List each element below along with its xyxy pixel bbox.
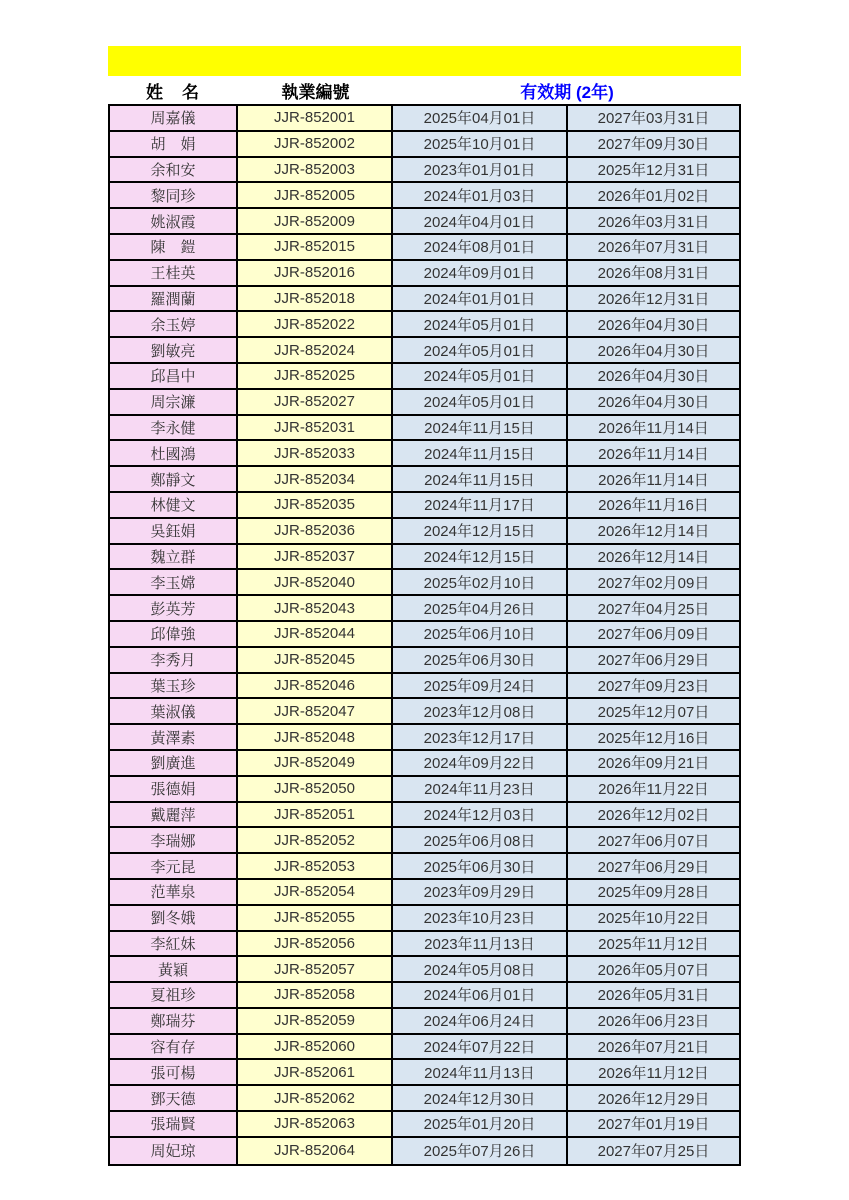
license-cell: JJR-852063	[238, 1112, 393, 1136]
license-cell: JJR-852057	[238, 957, 393, 981]
end-date-cell: 2026年05月07日	[568, 957, 739, 981]
name-cell: 彭英芳	[110, 596, 238, 620]
name-cell: 李玉嫦	[110, 570, 238, 594]
name-cell: 黎同珍	[110, 183, 238, 207]
table-row	[110, 596, 739, 622]
highlight-banner	[108, 46, 741, 76]
column-header-name: 姓 名	[146, 83, 200, 102]
table-row	[110, 906, 739, 932]
end-date-cell: 2026年03月31日	[568, 209, 739, 233]
license-cell: JJR-852009	[238, 209, 393, 233]
name-cell: 容有存	[110, 1035, 238, 1059]
license-cell: JJR-852053	[238, 854, 393, 878]
end-date-cell: 2027年06月09日	[568, 622, 739, 646]
table-row	[110, 777, 739, 803]
end-date-cell: 2026年12月14日	[568, 519, 739, 543]
end-date-cell: 2025年12月07日	[568, 699, 739, 723]
start-date-cell: 2024年11月23日	[393, 777, 568, 801]
start-date-cell: 2024年11月15日	[393, 441, 568, 465]
end-date-cell: 2026年12月29日	[568, 1086, 739, 1110]
table-row	[110, 803, 739, 829]
end-date-cell: 2027年06月29日	[568, 648, 739, 672]
table-row	[110, 183, 739, 209]
name-cell: 鄧天德	[110, 1086, 238, 1110]
license-cell: JJR-852059	[238, 1009, 393, 1033]
table-row	[110, 725, 739, 751]
name-cell: 周妃琼	[110, 1138, 238, 1164]
name-cell: 夏祖珍	[110, 983, 238, 1007]
start-date-cell: 2024年12月03日	[393, 803, 568, 827]
license-cell: JJR-852035	[238, 493, 393, 517]
start-date-cell: 2024年05月08日	[393, 957, 568, 981]
start-date-cell: 2024年11月15日	[393, 467, 568, 491]
table-row	[110, 493, 739, 519]
start-date-cell: 2025年01月20日	[393, 1112, 568, 1136]
table-row	[110, 364, 739, 390]
start-date-cell: 2024年12月15日	[393, 519, 568, 543]
start-date-cell: 2023年11月13日	[393, 932, 568, 956]
table-row	[110, 441, 739, 467]
table-row	[110, 338, 739, 364]
end-date-cell: 2026年04月30日	[568, 312, 739, 336]
end-date-cell: 2027年09月23日	[568, 674, 739, 698]
table-row	[110, 467, 739, 493]
name-cell: 邱偉強	[110, 622, 238, 646]
start-date-cell: 2024年05月01日	[393, 390, 568, 414]
table-row	[110, 209, 739, 235]
license-cell: JJR-852061	[238, 1060, 393, 1084]
table-row	[110, 932, 739, 958]
table-row	[110, 1086, 739, 1112]
start-date-cell: 2024年07月22日	[393, 1035, 568, 1059]
license-cell: JJR-852051	[238, 803, 393, 827]
table-row	[110, 622, 739, 648]
start-date-cell: 2025年10月01日	[393, 132, 568, 156]
license-cell: JJR-852005	[238, 183, 393, 207]
table-row	[110, 287, 739, 313]
end-date-cell: 2026年12月31日	[568, 287, 739, 311]
license-cell: JJR-852045	[238, 648, 393, 672]
end-date-cell: 2026年04月30日	[568, 338, 739, 362]
start-date-cell: 2025年07月26日	[393, 1138, 568, 1164]
start-date-cell: 2024年05月01日	[393, 364, 568, 388]
table-row	[110, 106, 739, 132]
license-cell: JJR-852054	[238, 880, 393, 904]
license-cell: JJR-852024	[238, 338, 393, 362]
table-row	[110, 132, 739, 158]
license-cell: JJR-852056	[238, 932, 393, 956]
end-date-cell: 2027年09月30日	[568, 132, 739, 156]
table-row	[110, 828, 739, 854]
license-cell: JJR-852034	[238, 467, 393, 491]
end-date-cell: 2026年11月14日	[568, 416, 739, 440]
start-date-cell: 2024年06月24日	[393, 1009, 568, 1033]
name-cell: 張德娟	[110, 777, 238, 801]
table-row	[110, 1112, 739, 1138]
license-cell: JJR-852040	[238, 570, 393, 594]
name-cell: 邱昌中	[110, 364, 238, 388]
name-cell: 李秀月	[110, 648, 238, 672]
start-date-cell: 2024年08月01日	[393, 235, 568, 259]
name-cell: 范華泉	[110, 880, 238, 904]
start-date-cell: 2023年10月23日	[393, 906, 568, 930]
license-cell: JJR-852015	[238, 235, 393, 259]
table-row	[110, 519, 739, 545]
start-date-cell: 2024年04月01日	[393, 209, 568, 233]
table-row	[110, 648, 739, 674]
license-cell: JJR-852060	[238, 1035, 393, 1059]
name-cell: 鄭靜文	[110, 467, 238, 491]
name-cell: 杜國鴻	[110, 441, 238, 465]
end-date-cell: 2026年01月02日	[568, 183, 739, 207]
end-date-cell: 2025年12月31日	[568, 158, 739, 182]
license-cell: JJR-852064	[238, 1138, 393, 1164]
license-cell: JJR-852058	[238, 983, 393, 1007]
start-date-cell: 2023年12月08日	[393, 699, 568, 723]
license-cell: JJR-852031	[238, 416, 393, 440]
start-date-cell: 2025年09月24日	[393, 674, 568, 698]
name-cell: 李元昆	[110, 854, 238, 878]
name-cell: 李紅妹	[110, 932, 238, 956]
table-row	[110, 1009, 739, 1035]
start-date-cell: 2024年09月01日	[393, 261, 568, 285]
license-cell: JJR-852033	[238, 441, 393, 465]
name-cell: 周宗濂	[110, 390, 238, 414]
end-date-cell: 2025年12月16日	[568, 725, 739, 749]
table-row	[110, 1060, 739, 1086]
start-date-cell: 2025年02月10日	[393, 570, 568, 594]
start-date-cell: 2024年01月03日	[393, 183, 568, 207]
end-date-cell: 2026年06月23日	[568, 1009, 739, 1033]
name-cell: 葉淑儀	[110, 699, 238, 723]
name-cell: 羅潤蘭	[110, 287, 238, 311]
start-date-cell: 2024年09月22日	[393, 751, 568, 775]
name-cell: 劉冬娥	[110, 906, 238, 930]
license-cell: JJR-852043	[238, 596, 393, 620]
table-row	[110, 880, 739, 906]
end-date-cell: 2026年11月16日	[568, 493, 739, 517]
start-date-cell: 2025年06月30日	[393, 854, 568, 878]
table-row	[110, 1035, 739, 1061]
name-cell: 胡 娟	[110, 132, 238, 156]
start-date-cell: 2024年11月17日	[393, 493, 568, 517]
name-cell: 林健文	[110, 493, 238, 517]
name-cell: 王桂英	[110, 261, 238, 285]
end-date-cell: 2026年05月31日	[568, 983, 739, 1007]
end-date-cell: 2025年10月22日	[568, 906, 739, 930]
start-date-cell: 2023年09月29日	[393, 880, 568, 904]
license-cell: JJR-852027	[238, 390, 393, 414]
start-date-cell: 2024年01月01日	[393, 287, 568, 311]
start-date-cell: 2023年12月17日	[393, 725, 568, 749]
name-cell: 葉玉珍	[110, 674, 238, 698]
license-cell: JJR-852037	[238, 545, 393, 569]
column-header-validity: 有效期 (2年)	[520, 83, 614, 102]
name-cell: 魏立群	[110, 545, 238, 569]
end-date-cell: 2027年04月25日	[568, 596, 739, 620]
end-date-cell: 2027年02月09日	[568, 570, 739, 594]
license-cell: JJR-852044	[238, 622, 393, 646]
name-cell: 吳鈺娟	[110, 519, 238, 543]
end-date-cell: 2025年11月12日	[568, 932, 739, 956]
end-date-cell: 2026年12月02日	[568, 803, 739, 827]
end-date-cell: 2026年09月21日	[568, 751, 739, 775]
license-cell: JJR-852025	[238, 364, 393, 388]
end-date-cell: 2026年04月30日	[568, 364, 739, 388]
license-table	[108, 104, 741, 1166]
table-row	[110, 570, 739, 596]
column-headers	[108, 77, 741, 104]
license-cell: JJR-852018	[238, 287, 393, 311]
start-date-cell: 2024年12月15日	[393, 545, 568, 569]
license-cell: JJR-852047	[238, 699, 393, 723]
name-cell: 余玉婷	[110, 312, 238, 336]
start-date-cell: 2025年06月08日	[393, 828, 568, 852]
end-date-cell: 2026年04月30日	[568, 390, 739, 414]
start-date-cell: 2024年05月01日	[393, 312, 568, 336]
name-cell: 張瑞賢	[110, 1112, 238, 1136]
name-cell: 戴麗萍	[110, 803, 238, 827]
start-date-cell: 2024年06月01日	[393, 983, 568, 1007]
table-row	[110, 699, 739, 725]
license-cell: JJR-852049	[238, 751, 393, 775]
table-row	[110, 312, 739, 338]
start-date-cell: 2023年01月01日	[393, 158, 568, 182]
name-cell: 陳 鎧	[110, 235, 238, 259]
table-row	[110, 751, 739, 777]
license-cell: JJR-852022	[238, 312, 393, 336]
table-row	[110, 1138, 739, 1164]
name-cell: 劉敏亮	[110, 338, 238, 362]
end-date-cell: 2027年03月31日	[568, 106, 739, 130]
name-cell: 黃穎	[110, 957, 238, 981]
start-date-cell: 2025年04月26日	[393, 596, 568, 620]
name-cell: 余和安	[110, 158, 238, 182]
table-row	[110, 390, 739, 416]
end-date-cell: 2025年09月28日	[568, 880, 739, 904]
license-cell: JJR-852001	[238, 106, 393, 130]
name-cell: 劉廣進	[110, 751, 238, 775]
license-cell: JJR-852050	[238, 777, 393, 801]
end-date-cell: 2026年11月12日	[568, 1060, 739, 1084]
table-row	[110, 261, 739, 287]
table-row	[110, 235, 739, 261]
table-row	[110, 957, 739, 983]
end-date-cell: 2026年07月31日	[568, 235, 739, 259]
end-date-cell: 2026年07月21日	[568, 1035, 739, 1059]
table-row	[110, 416, 739, 442]
license-cell: JJR-852003	[238, 158, 393, 182]
table-row	[110, 158, 739, 184]
license-cell: JJR-852055	[238, 906, 393, 930]
end-date-cell: 2026年12月14日	[568, 545, 739, 569]
license-cell: JJR-852002	[238, 132, 393, 156]
end-date-cell: 2027年07月25日	[568, 1138, 739, 1164]
column-header-license: 執業編號	[281, 83, 350, 102]
end-date-cell: 2026年11月14日	[568, 441, 739, 465]
table-row	[110, 674, 739, 700]
license-cell: JJR-852052	[238, 828, 393, 852]
end-date-cell: 2026年11月22日	[568, 777, 739, 801]
start-date-cell: 2024年11月15日	[393, 416, 568, 440]
start-date-cell: 2025年06月30日	[393, 648, 568, 672]
name-cell: 姚淑霞	[110, 209, 238, 233]
start-date-cell: 2024年12月30日	[393, 1086, 568, 1110]
license-cell: JJR-852048	[238, 725, 393, 749]
start-date-cell: 2025年04月01日	[393, 106, 568, 130]
name-cell: 周嘉儀	[110, 106, 238, 130]
name-cell: 李永健	[110, 416, 238, 440]
name-cell: 鄭瑞芬	[110, 1009, 238, 1033]
start-date-cell: 2024年11月13日	[393, 1060, 568, 1084]
license-cell: JJR-852036	[238, 519, 393, 543]
end-date-cell: 2026年08月31日	[568, 261, 739, 285]
end-date-cell: 2027年01月19日	[568, 1112, 739, 1136]
license-cell: JJR-852046	[238, 674, 393, 698]
license-cell: JJR-852062	[238, 1086, 393, 1110]
table-row	[110, 545, 739, 571]
license-cell: JJR-852016	[238, 261, 393, 285]
start-date-cell: 2024年05月01日	[393, 338, 568, 362]
end-date-cell: 2026年11月14日	[568, 467, 739, 491]
end-date-cell: 2027年06月07日	[568, 828, 739, 852]
start-date-cell: 2025年06月10日	[393, 622, 568, 646]
name-cell: 黃澤素	[110, 725, 238, 749]
name-cell: 張可楊	[110, 1060, 238, 1084]
table-row	[110, 983, 739, 1009]
name-cell: 李瑞娜	[110, 828, 238, 852]
table-row	[110, 854, 739, 880]
end-date-cell: 2027年06月29日	[568, 854, 739, 878]
